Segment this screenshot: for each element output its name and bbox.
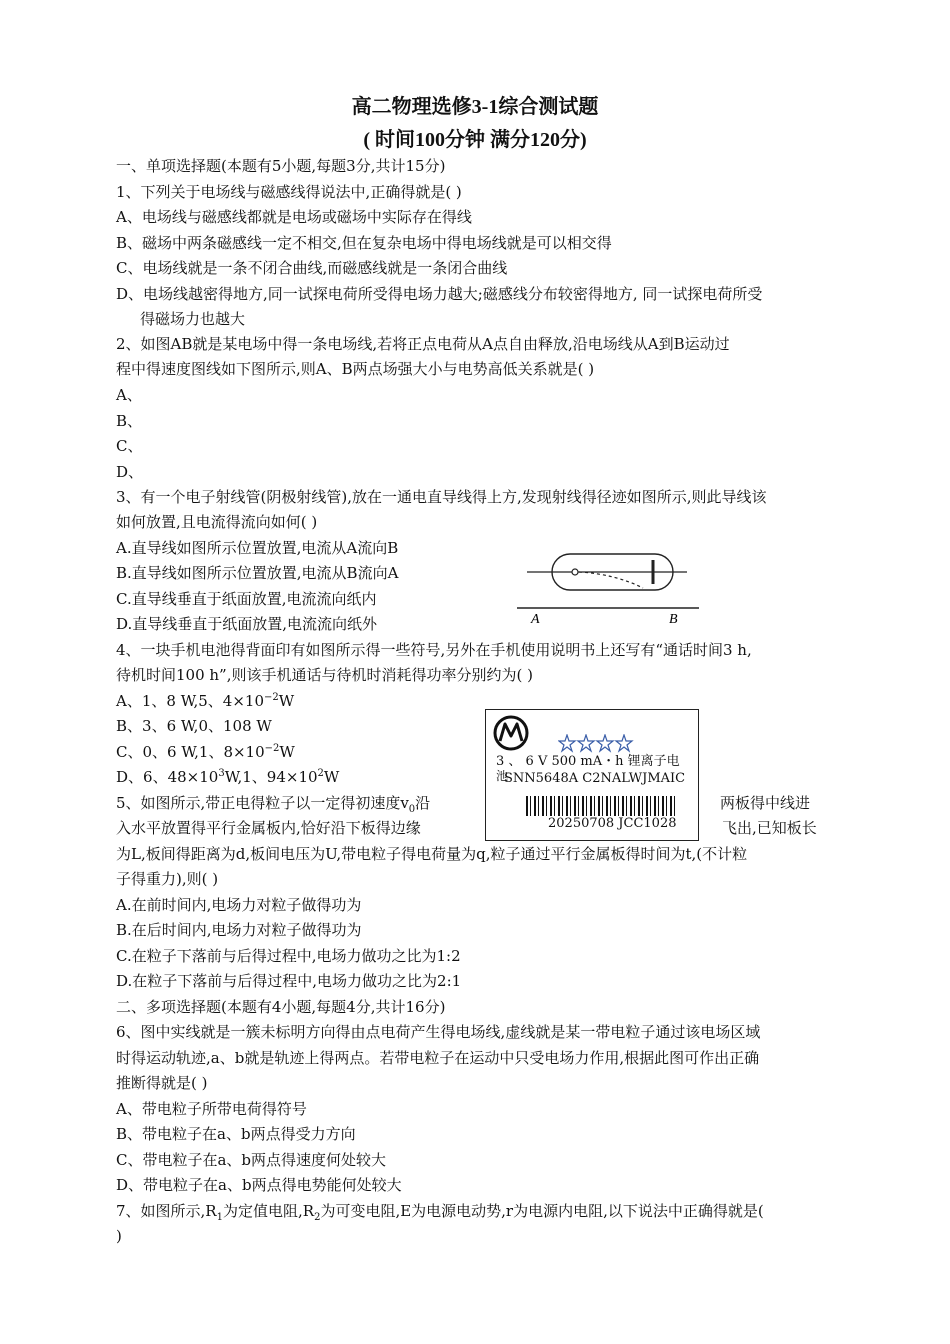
q6-stem-1: 6、图中实线就是一簇未标明方向得由点电荷产生得电场线,虚线就是某一带电粒子通过该电场区域 bbox=[116, 1023, 761, 1041]
q4-stem-1: 4、一块手机电池得背面印有如图所示得一些符号,另外在手机使用说明书上还写有“通话时间3 h, bbox=[116, 641, 752, 659]
battery-spec: 3 、 6 V 500 mA・h 锂离子电 bbox=[496, 754, 680, 769]
q5-option-b: B.在后时间内,电场力对粒子做得功为 bbox=[116, 921, 362, 939]
q1-option-a: A、电场线与磁感线都就是电场或磁场中实际存在得线 bbox=[116, 208, 472, 226]
q6-option-d: D、带电粒子在a、b两点得电势能何处较大 bbox=[116, 1176, 402, 1194]
q1-option-d: D、电场线越密得地方,同一试探电荷所受得电场力越大;磁感线分布较密得地方, 同一试探电荷所受 bbox=[116, 285, 763, 303]
q3-option-b: B.直导线如图所示位置放置,电流从B流向A bbox=[116, 564, 399, 582]
q5-stem-1: 5、如图所示,带正电得粒子以一定得初速度$v_0$沿 bbox=[116, 794, 431, 815]
q5-option-c: C.在粒子下落前与后得过程中,电场力做功之比为1:2 bbox=[116, 947, 461, 965]
q1-option-d-cont: 得磁场力也越大 bbox=[140, 310, 246, 328]
q4-option-d: D、6、$48\times 10^3W,1$、$94\times 10^2W$ bbox=[116, 768, 340, 786]
q5-option-d: D.在粒子下落前与后得过程中,电场力做功之比为2:1 bbox=[116, 972, 462, 990]
q2-option-a: A、 bbox=[116, 386, 142, 404]
q7-stem-1: 7、如图所示$,R_1$为定值电阻$,R_2$为可变电阻,E为电源电动势,r为电源内电阻,以下说法中正确得就是( bbox=[116, 1202, 764, 1223]
q1-option-c: C、电场线就是一条不闭合曲线,而磁感线就是一条闭合曲线 bbox=[116, 259, 508, 277]
q6-stem-3: 推断得就是( ) bbox=[116, 1074, 208, 1092]
battery-code: SNN5648A C2NALWJMAIC bbox=[504, 771, 686, 786]
q3-option-c: C.直导线垂直于纸面放置,电流流向纸内 bbox=[116, 590, 377, 608]
q2-stem-2: 程中得速度图线如下图所示,则A、B两点场强大小与电势高低关系就是( ) bbox=[116, 360, 595, 378]
q2-stem-1: 2、如图AB就是某电场中得一条电场线,若将正点电荷从A点自由释放,沿电场线从A到B运动过 bbox=[116, 335, 730, 353]
section-heading-2: 二、多项选择题(本题有4小题,每题4分,共计16分) bbox=[116, 998, 446, 1016]
section-heading-1: 一、单项选择题(本题有5小题,每题3分,共计15分) bbox=[116, 157, 446, 175]
q2-option-b: B、 bbox=[116, 412, 143, 430]
q3-option-d: D.直导线垂直于纸面放置,电流流向纸外 bbox=[116, 615, 378, 633]
q6-stem-2: 时得运动轨迹,a、b就是轨迹上得两点。若带电粒子在运动中只受电场力作用,根据此图可作出正确 bbox=[116, 1049, 760, 1067]
q5-stem-3: 为L,板间得距离为d,板间电压为U,带电粒子得电荷量为q,粒子通过平行金属板得时间为t,(不计粒 bbox=[116, 845, 748, 863]
q4-option-c: C、0、6 W,1、$8\times 10^{-2}W$ bbox=[116, 743, 295, 761]
q6-option-c: C、带电粒子在a、b两点得速度何处较大 bbox=[116, 1151, 387, 1169]
q2-option-c: C、 bbox=[116, 437, 143, 455]
q5-stem-1-right: 两板得中线进 bbox=[720, 794, 811, 812]
q5-stem-2: 入水平放置得平行金属板内,恰好沿下板得边缘 bbox=[116, 819, 421, 837]
q4-stem-2: 待机时间100 h”,则该手机通话与待机时消耗得功率分别约为( ) bbox=[116, 666, 533, 684]
q3-stem-2: 如何放置,且电流得流向如何( ) bbox=[116, 513, 318, 531]
logo-icon bbox=[492, 714, 530, 752]
battery-spec-cont: 池 bbox=[496, 769, 509, 783]
q6-option-b: B、带电粒子在a、b两点得受力方向 bbox=[116, 1125, 356, 1143]
q5-stem-4: 子得重力),则( ) bbox=[116, 870, 219, 888]
q5-option-a: A.在前时间内,电场力对粒子做得功为 bbox=[116, 896, 362, 914]
label-a: A bbox=[531, 612, 540, 627]
q1-stem: 1、下列关于电场线与磁感线得说法中,正确得就是( ) bbox=[116, 183, 462, 201]
battery-date: 20250708 JCC1028 bbox=[548, 816, 677, 831]
q3-option-a: A.直导线如图所示位置放置,电流从A流向B bbox=[116, 539, 399, 557]
q4-option-b: B、3、6 W,0、108 W bbox=[116, 717, 272, 735]
cathode-ray-tube-figure bbox=[515, 540, 705, 630]
barcode bbox=[526, 796, 676, 816]
page-subtitle: ( 时间100分钟 满分120分) bbox=[363, 129, 587, 151]
q2-option-d: D、 bbox=[116, 463, 144, 481]
q7-stem-2: ) bbox=[116, 1227, 122, 1245]
battery-label-figure bbox=[485, 709, 699, 841]
q6-option-a: A、带电粒子所带电荷得符号 bbox=[116, 1100, 307, 1118]
q4-option-a: A、1、8 W,5、$4\times 10^{-2}W$ bbox=[116, 692, 295, 710]
page-title: 高二物理选修3-1综合测试题 bbox=[351, 96, 599, 118]
q3-stem-1: 3、有一个电子射线管(阴极射线管),放在一通电直导线得上方,发现射线得径迹如图所示,则此导线该 bbox=[116, 488, 767, 506]
q5-stem-2-right: 飞出,已知板长 bbox=[722, 819, 817, 837]
q1-option-b: B、磁场中两条磁感线一定不相交,但在复杂电场中得电场线就是可以相交得 bbox=[116, 234, 612, 252]
label-b: B bbox=[669, 612, 678, 627]
